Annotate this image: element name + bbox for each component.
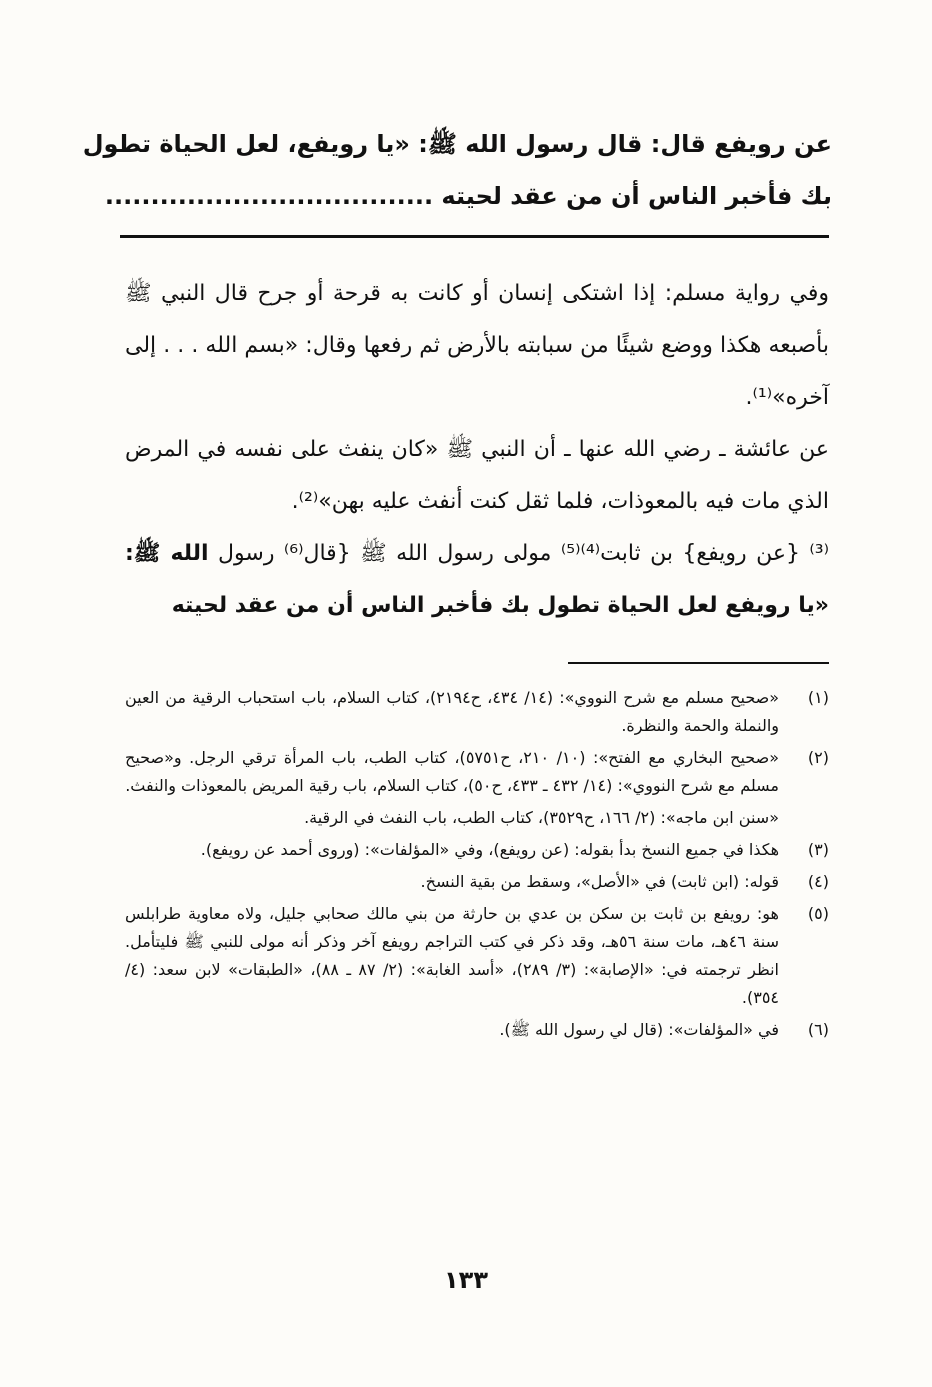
footnote-text: «صحيح مسلم مع شرح النووي»: (١٤/ ٤٣٤، ح٢١٩٤)، كتاب السلام، باب استحباب الرقية من العين والنملة والحمة والنظرة.: [125, 688, 780, 735]
footnote-number: (٣): [807, 840, 829, 859]
footnote-text: «صحيح البخاري مع الفتح»: (١٠/ ٢١٠، ح٥٧٥١)، كتاب الطب، باب المرأة ترقي الرجل. و«صحيح مسلم مع شرح النووي»: (١٤/ ٤٣٢ ـ ٤٣٣، ح٥٠)، كتاب السلام، باب رقية المريض بالمعوذات والنفث.: [125, 748, 780, 795]
headline-line-1: عن رويفع قال: قال رسول الله ﷺ: «يا رويفع، لعل الحياة تطول: [82, 130, 832, 158]
ruwayfi-intro: ⁽³⁾ {عن رويفع} بن ثابت⁽⁴⁾⁽⁵⁾ مولى رسول الله ﷺ {قال⁽⁶⁾ رسول: [218, 541, 829, 566]
footnote-number: (٤): [807, 872, 829, 891]
page-number: ١٣٣: [444, 1266, 488, 1294]
footnote-6: [125, 1016, 829, 1044]
footnote-3: [125, 836, 829, 864]
footnote-5: [125, 900, 829, 1012]
main-text: [125, 268, 829, 632]
footnote-number: (١): [807, 688, 829, 707]
footnote-number: (٦): [807, 1020, 829, 1039]
hadith-headline: [82, 118, 832, 222]
footnote-1: [125, 684, 829, 740]
footnote-text: هكذا في جميع النسخ بدأ بقوله: (عن رويفع)، وفي «المؤلفات»: (وروى أحمد عن رويفع).: [200, 840, 779, 859]
footnote-2-continuation: «سنن ابن ماجه»: (٢/ ١٦٦، ح٣٥٢٩)، كتاب الطب، باب النفث في الرقية.: [304, 808, 779, 827]
footnote-number: (٢): [807, 748, 829, 767]
paragraph-aisha-narration: عن عائشة ـ رضي الله عنها ـ أن النبي ﷺ «كان ينفث على نفسه في المرض الذي مات فيه بالمعوذات، فلما ثقل كنت أنفث عليه بهن»⁽²⁾.: [125, 437, 829, 514]
paragraph-ruwayfi-narration: [125, 528, 829, 632]
footnote-4: [125, 868, 829, 896]
footnotes: [125, 684, 829, 1048]
footnote-number: (٥): [807, 904, 829, 923]
paragraph-muslim-narration: وفي رواية مسلم: إذا اشتكى إنسان أو كانت به قرحة أو جرح قال النبي ﷺ بأصبعه هكذا ووضع شيئًا من سبابته بالأرض ثم رفعها وقال: «بسم الله . . . إلى آخره»⁽¹⁾.: [125, 281, 829, 410]
footnote-text: قوله: (ابن ثابت) في «الأصل»، وسقط من بقية النسخ.: [420, 872, 779, 891]
ruwayfi-hadith: الله ﷺ: «يا رويفع لعل الحياة تطول بك فأخبر الناس أن من عقد لحيته: [125, 541, 829, 618]
footnote-2: [125, 744, 829, 800]
footnote-divider: [568, 662, 829, 664]
footnote-text: في «المؤلفات»: (قال لي رسول الله ﷺ).: [499, 1020, 779, 1039]
footnote-text: هو: رويفع بن ثابت بن سكن بن عدي بن حارثة من بني مالك صحابي جليل، ولاه معاوية طرابلس سنة ٤٦هـ، مات سنة ٥٦هـ، وقد ذكر في كتب التراجم رويفع آخر وذكر أنه مولى للنبي ﷺ فليتأمل. انظر ترجمته في: «الإصابة»: (٣/ ٢٨٩)، «أسد الغابة»: (٢/ ٨٧ ـ ٨٨)، «الطبقات» لابن سعد: (٤/ ٣٥٤).: [125, 904, 779, 1007]
headline-line-2: بك فأخبر الناس أن من عقد لحيته ....................................: [104, 182, 832, 210]
section-divider: [120, 235, 829, 238]
